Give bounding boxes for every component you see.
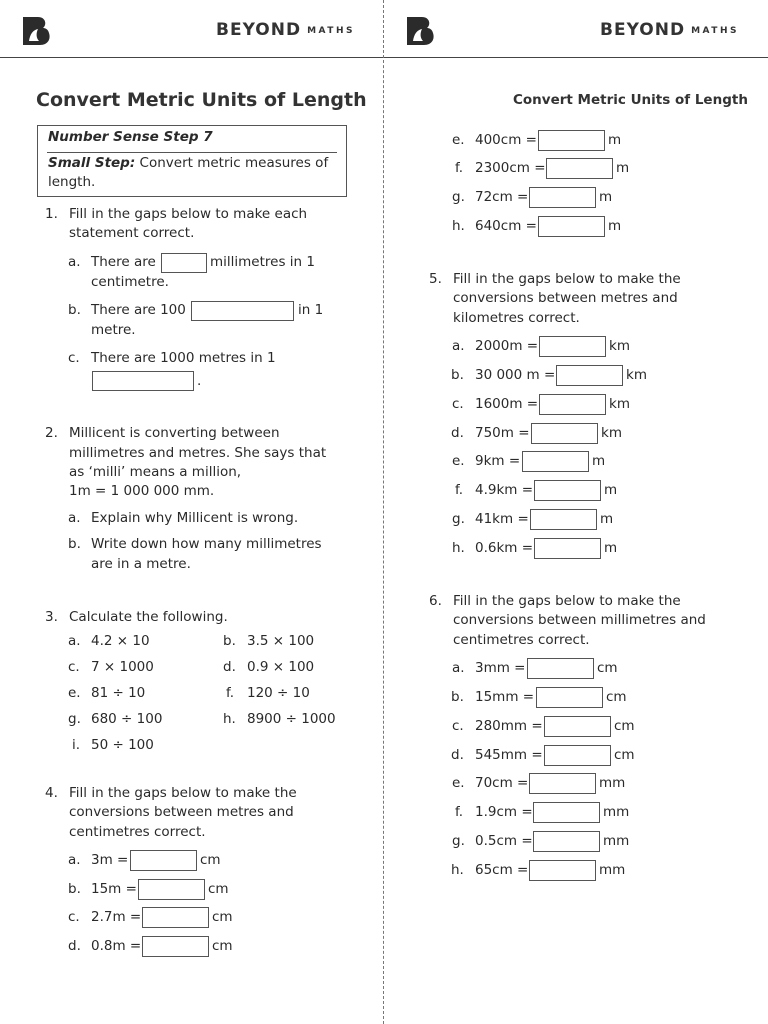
q4c-letter: c. [68,909,80,925]
q4c-answer-box[interactable] [142,907,209,928]
q1c-after: . [197,373,202,389]
q3d-expr: 0.9 × 100 [247,659,315,675]
q6a-unit: cm [597,660,618,676]
q1-text-2: statement correct. [69,225,195,241]
q5g-unit: m [600,511,614,527]
q4e-answer-box[interactable] [538,130,605,151]
q5a-given: 2000m = [475,338,539,354]
small-step-line-2: length. [48,174,96,190]
q2-number: 2. [45,425,58,441]
q2a-letter: a. [68,510,81,526]
q5-line-3: kilometres correct. [453,310,580,326]
q6h-answer-box[interactable] [529,860,596,881]
q4d-letter: d. [68,938,81,954]
brand-logo-left [216,20,355,40]
q6c-letter: c. [452,718,464,734]
q6e-letter: e. [452,775,465,791]
q6-line-2: conversions between millimetres and [453,612,706,628]
q6e-given: 70cm = [475,775,529,791]
q2b-line1: Write down how many millimetres [91,536,322,552]
q4g-unit: m [599,189,613,205]
q4h-unit: m [608,218,622,234]
q5e-letter: e. [452,453,465,469]
q4g-letter: g. [452,189,465,205]
q4e-given: 400cm = [475,132,537,148]
q5e-unit: m [592,453,606,469]
q6-number: 6. [429,593,442,609]
q5h-answer-box[interactable] [534,538,601,559]
q4h-given: 640cm = [475,218,537,234]
q6c-unit: cm [614,718,635,734]
q6h-letter: h. [451,862,464,878]
q4e-unit: m [608,132,622,148]
q2b-line2: are in a metre. [91,556,191,572]
q1a-answer-box[interactable] [161,253,207,273]
q1b-answer-box[interactable] [191,301,294,321]
q4h-letter: h. [452,218,465,234]
q4-line-1: Fill in the gaps below to make the [69,785,297,801]
q4b-letter: b. [68,881,81,897]
q1c-answer-box[interactable] [92,371,194,391]
q6h-unit: mm [599,862,626,878]
q1a-letter: a. [68,254,81,270]
q5d-unit: km [601,425,622,441]
q4h-answer-box[interactable] [538,216,605,237]
q5-line-1: Fill in the gaps below to make the [453,271,681,287]
q6d-answer-box[interactable] [544,745,611,766]
q3c-letter: c. [68,659,80,675]
q5b-answer-box[interactable] [556,365,623,386]
q3g-expr: 680 ÷ 100 [91,711,163,727]
q5h-letter: h. [452,540,465,556]
q2-line-1: Millicent is converting between [69,425,280,441]
q3e-letter: e. [68,685,81,701]
q6g-unit: mm [603,833,630,849]
q6f-unit: mm [603,804,630,820]
q5f-answer-box[interactable] [534,480,601,501]
beyond-logo-icon [20,14,52,46]
q6d-unit: cm [614,747,635,763]
q6c-answer-box[interactable] [544,716,611,737]
q3i-letter: i. [72,737,81,753]
q3a-letter: a. [68,633,81,649]
q4f-unit: m [616,160,630,176]
q3f-expr: 120 ÷ 10 [247,685,310,701]
q6e-unit: mm [599,775,626,791]
q6d-letter: d. [451,747,464,763]
q5b-given: 30 000 m = [475,367,556,383]
q4g-answer-box[interactable] [529,187,596,208]
q3c-expr: 7 × 1000 [91,659,154,675]
q1b-before: There are 100 [91,302,186,318]
q3h-letter: h. [223,711,236,727]
q6d-given: 545mm = [475,747,543,763]
q5a-answer-box[interactable] [539,336,606,357]
q6f-given: 1.9cm = [475,804,533,820]
q4a-given: 3m = [91,852,129,868]
q5g-answer-box[interactable] [530,509,597,530]
q4b-unit: cm [208,881,229,897]
small-step-line-1 [48,154,328,174]
small-step-text: Convert metric measures of [139,155,329,171]
q3d-letter: d. [223,659,236,675]
info-box [37,125,347,197]
q6f-answer-box[interactable] [533,802,600,823]
q5h-unit: m [604,540,618,556]
q1b-line2: metre. [91,322,136,338]
q5b-letter: b. [451,367,464,383]
q4-line-3: centimetres correct. [69,824,206,840]
q5-line-2: conversions between metres and [453,290,678,306]
q4b-given: 15m = [91,881,137,897]
q6g-letter: g. [452,833,465,849]
info-divider [47,152,337,153]
q5e-answer-box[interactable] [522,451,589,472]
q4c-given: 2.7m = [91,909,142,925]
step-label: Number Sense Step 7 [48,129,213,145]
q4d-given: 0.8m = [91,938,142,954]
q5f-unit: m [604,482,618,498]
q6b-unit: cm [606,689,627,705]
q3-number: 3. [45,609,58,625]
q6-line-3: centimetres correct. [453,632,590,648]
q1a-line2: centimetre. [91,274,169,290]
brand-name: BEYOND [600,20,686,40]
q5b-unit: km [626,367,647,383]
q4f-answer-box[interactable] [546,158,613,179]
q6b-letter: b. [451,689,464,705]
brand-sub: MATHS [307,26,355,36]
q4f-given: 2300cm = [475,160,546,176]
q5c-given: 1600m = [475,396,539,412]
q4d-unit: cm [212,938,233,954]
q6b-answer-box[interactable] [536,687,603,708]
q6c-given: 280mm = [475,718,543,734]
q2a-text: Explain why Millicent is wrong. [91,510,299,526]
q5h-given: 0.6km = [475,540,534,556]
q2b-letter: b. [68,536,81,552]
page-title-right: Convert Metric Units of Length [513,92,748,108]
q6-line-1: Fill in the gaps below to make the [453,593,681,609]
q6h-given: 65cm = [475,862,529,878]
page-title: Convert Metric Units of Length [36,89,367,111]
q3-text: Calculate the following. [69,609,228,625]
q5g-letter: g. [452,511,465,527]
q3g-letter: g. [68,711,81,727]
q5d-letter: d. [451,425,464,441]
q4d-answer-box[interactable] [142,936,209,957]
q2-line-2: millimetres and metres. She says that [69,445,327,461]
q4-line-2: conversions between metres and [69,804,294,820]
q4a-unit: cm [200,852,221,868]
q5f-letter: f. [455,482,464,498]
q1a-after: millimetres in 1 [210,254,315,270]
q6g-answer-box[interactable] [533,831,600,852]
q4c-unit: cm [212,909,233,925]
q1a-before: There are [91,254,156,270]
q4f-letter: f. [455,160,464,176]
q1b-after: in 1 [298,302,324,318]
q1c-line1: There are 1000 metres in 1 [91,350,276,366]
small-step-label: Small Step: [48,155,136,171]
q4e-letter: e. [452,132,465,148]
q2-line-3: as ‘milli’ means a million, [69,464,242,480]
q3h-expr: 8900 ÷ 1000 [247,711,336,727]
q5a-unit: km [609,338,630,354]
q3e-expr: 81 ÷ 10 [91,685,146,701]
column-divider [383,0,384,1024]
q4-number: 4. [45,785,58,801]
q6a-given: 3mm = [475,660,526,676]
q3b-expr: 3.5 × 100 [247,633,315,649]
q5e-given: 9km = [475,453,521,469]
q1-text-1: Fill in the gaps below to make each [69,206,308,222]
beyond-logo-icon [404,14,436,46]
brand-sub: MATHS [691,26,739,36]
q6a-answer-box[interactable] [527,658,594,679]
q5c-unit: km [609,396,630,412]
q6e-answer-box[interactable] [529,773,596,794]
q4g-given: 72cm = [475,189,529,205]
q6f-letter: f. [455,804,464,820]
q4a-letter: a. [68,852,81,868]
q6a-letter: a. [452,660,465,676]
q1b-letter: b. [68,302,81,318]
q5f-given: 4.9km = [475,482,534,498]
q2-line-4: 1m = 1 000 000 mm. [69,483,215,499]
q3b-letter: b. [223,633,236,649]
q1-number: 1. [45,206,58,222]
q4b-answer-box[interactable] [138,879,205,900]
brand-logo-right [600,20,739,40]
q5c-letter: c. [452,396,464,412]
q6g-given: 0.5cm = [475,833,533,849]
q5g-given: 41km = [475,511,529,527]
q5-number: 5. [429,271,442,287]
q5c-answer-box[interactable] [539,394,606,415]
brand-name: BEYOND [216,20,302,40]
q5d-answer-box[interactable] [531,423,598,444]
q3a-expr: 4.2 × 10 [91,633,150,649]
q6b-given: 15mm = [475,689,535,705]
q3i-expr: 50 ÷ 100 [91,737,154,753]
q4a-answer-box[interactable] [130,850,197,871]
header-divider [0,57,768,58]
q1c-letter: c. [68,350,80,366]
q3f-letter: f. [226,685,235,701]
q5d-given: 750m = [475,425,530,441]
q5a-letter: a. [452,338,465,354]
